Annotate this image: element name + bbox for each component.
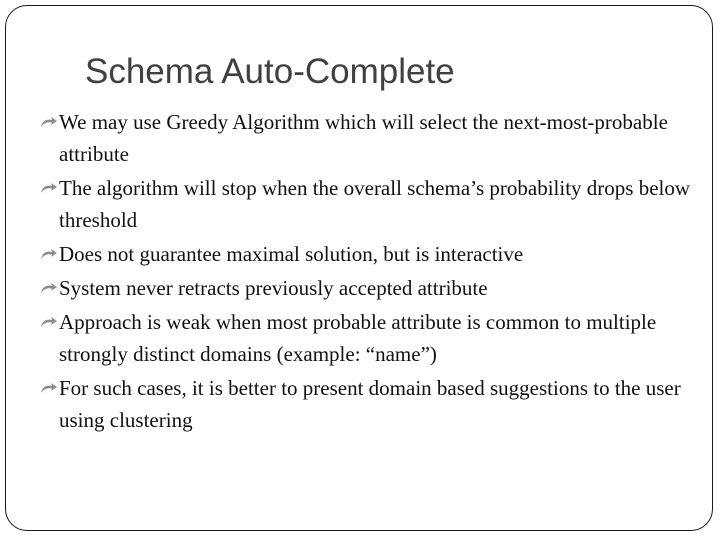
bullet-item	[40, 238, 700, 270]
curved-arrow-bullet-icon	[40, 282, 58, 295]
curved-arrow-bullet-icon	[40, 382, 58, 395]
bullet-item	[40, 372, 700, 436]
bullet-text: Does not guarantee maximal solution, but is interactive	[59, 242, 524, 266]
bullet-text: Approach is weak when most probable attribute is common to multiple strongly distinct domains (example: “name”)	[59, 310, 657, 366]
bullet-item	[40, 272, 700, 304]
bullet-text: The algorithm will stop when the overall schema’s probability drops below threshold	[59, 176, 691, 232]
curved-arrow-bullet-icon	[40, 316, 58, 329]
slide-frame	[5, 5, 713, 531]
curved-arrow-bullet-icon	[40, 182, 58, 195]
bullet-list	[40, 106, 700, 438]
bullet-item	[40, 106, 700, 170]
bullet-text: For such cases, it is better to present domain based suggestions to the user using clustering	[59, 376, 681, 432]
bullet-text: System never retracts previously accepted attribute	[59, 276, 488, 300]
bullet-text: We may use Greedy Algorithm which will select the next-most-probable attribute	[59, 110, 668, 166]
bullet-item	[40, 172, 700, 236]
curved-arrow-bullet-icon	[40, 248, 58, 261]
slide-title: Schema Auto-Complete	[85, 52, 455, 91]
bullet-item	[40, 306, 700, 370]
curved-arrow-bullet-icon	[40, 116, 58, 129]
